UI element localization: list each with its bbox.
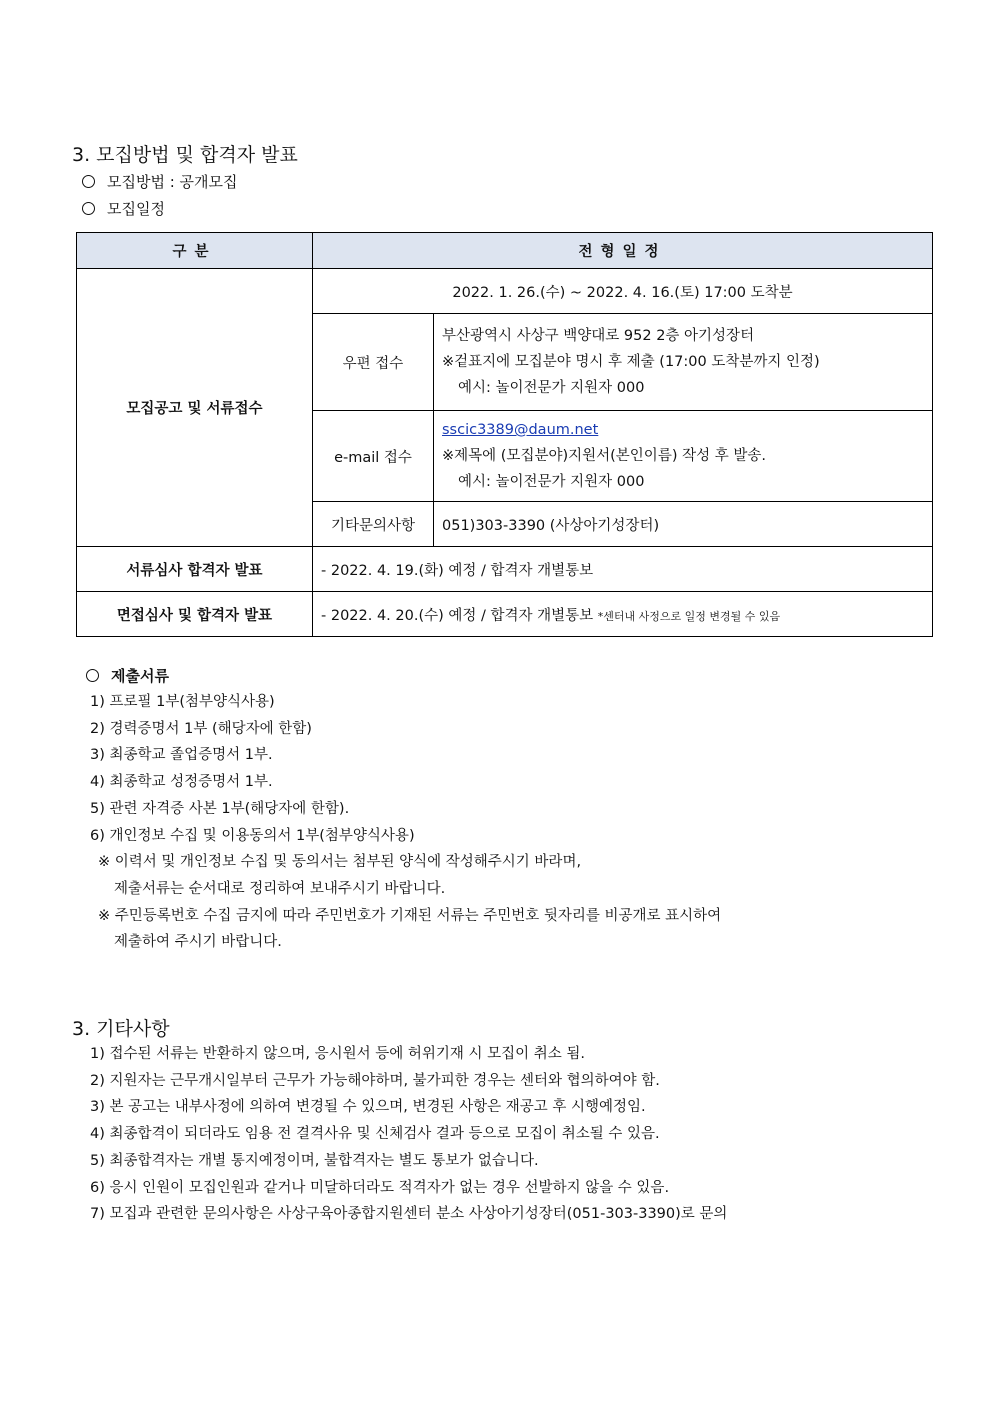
list-item: 5) 관련 자격증 사본 1부(해당자에 한함). — [90, 800, 350, 817]
list-item: 4) 최종합격이 되더라도 임용 전 결격사유 및 신체검사 결과 등으로 모집이 취소될 수 있음. — [90, 1126, 660, 1143]
list-item: 3) 본 공고는 내부사정에 의하여 변경될 수 있으며, 변경된 사항은 재공고 후 시행예정임. — [90, 1099, 646, 1116]
mail-details — [434, 314, 933, 411]
email-link[interactable]: sscic3389@daum.net — [442, 422, 599, 438]
table-row — [77, 547, 933, 592]
application-period: 2022. 1. 26.(수) ~ 2022. 4. 16.(토) 17:00 도착분 — [313, 269, 933, 314]
table-row — [77, 592, 933, 637]
list-item: 6) 개인정보 수집 및 이용동의서 1부(첨부양식사용) — [90, 827, 415, 844]
list-item: 2) 지원자는 근무개시일부터 근무가 가능해야하며, 불가피한 경우는 센터와 협의하여야 함. — [90, 1072, 660, 1089]
note-line: 제출하여 주시기 바랍니다. — [114, 934, 282, 951]
email-note: ※제목에 (모집분야)지원서(본인이름) 작성 후 발송. — [442, 448, 766, 464]
email-example: 예시: 놀이전문가 지원자 000 — [458, 474, 645, 490]
documents-title: 제출서류 — [111, 667, 169, 685]
circle-bullet-icon — [82, 202, 95, 215]
table-row — [77, 269, 933, 314]
section-heading-etc: 3. 기타사항 — [72, 1018, 170, 1040]
documents-title-bullet — [86, 665, 169, 686]
note-line: 제출서류는 순서대로 정리하여 보내주시기 바랍니다. — [114, 880, 446, 897]
list-item: 5) 최종합격자는 개별 통지예정이며, 불합격자는 별도 통보가 없습니다. — [90, 1152, 539, 1169]
documents-list — [90, 689, 721, 956]
mail-note: ※겉표지에 모집분야 명시 후 제출 (17:00 도착분까지 인정) — [442, 354, 820, 370]
etc-list — [90, 1041, 727, 1228]
row-label-doc-result: 서류심사 합격자 발표 — [77, 547, 313, 592]
interview-result-value: - 2022. 4. 20.(수) 예정 / 합격자 개별통보 — [321, 607, 594, 624]
schedule-bullet — [82, 198, 165, 219]
doc-result-value: - 2022. 4. 19.(화) 예정 / 합격자 개별통보 — [313, 547, 933, 592]
mail-address: 부산광역시 사상구 백양대로 952 2층 아기성장터 — [442, 328, 755, 344]
etc-value: 051)303-3390 (사상아기성장터) — [434, 502, 933, 547]
schedule-table — [76, 232, 933, 637]
header-schedule: 전형일정 — [313, 233, 933, 269]
row-label-interview-result: 면접심사 및 합격자 발표 — [77, 592, 313, 637]
header-category: 구분 — [77, 233, 313, 269]
mail-label: 우편 접수 — [313, 314, 434, 411]
list-item: 7) 모집과 관련한 문의사항은 사상구육아종합지원센터 분소 사상아기성장터(051-303-3390)로 문의 — [90, 1206, 728, 1223]
list-item: 1) 접수된 서류는 반환하지 않으며, 응시원서 등에 허위기재 시 모집이 취소 됨. — [90, 1046, 586, 1062]
list-item: 2) 경력증명서 1부 (해당자에 한함) — [90, 720, 312, 737]
section-heading-recruit: 3. 모집방법 및 합격자 발표 — [72, 144, 298, 166]
mail-example: 예시: 놀이전문가 지원자 000 — [458, 380, 645, 396]
etc-label: 기타문의사항 — [313, 502, 434, 547]
note-line: ※ 이력서 및 개인정보 수집 및 동의서는 첨부된 양식에 작성해주시기 바라며, — [98, 854, 582, 871]
row-label-application: 모집공고 및 서류접수 — [77, 269, 313, 547]
method-text: 모집방법 : 공개모집 — [107, 173, 238, 191]
email-label: e-mail 접수 — [313, 411, 434, 502]
circle-bullet-icon — [82, 175, 95, 188]
interview-result-cell — [313, 592, 933, 637]
method-bullet — [82, 171, 238, 192]
circle-bullet-icon — [86, 669, 99, 682]
list-item: 6) 응시 인원이 모집인원과 같거나 미달하더라도 적격자가 없는 경우 선발하지 않을 수 있음. — [90, 1179, 670, 1196]
table-header-row — [77, 233, 933, 269]
schedule-label: 모집일정 — [107, 200, 165, 218]
note-line: ※ 주민등록번호 수집 금지에 따라 주민번호가 기재된 서류는 주민번호 뒷자리를 비공개로 표시하여 — [98, 907, 722, 924]
list-item: 3) 최종학교 졸업증명서 1부. — [90, 747, 273, 764]
email-details — [434, 411, 933, 502]
list-item: 1) 프로필 1부(첨부양식사용) — [90, 694, 275, 710]
interview-result-note: *센터내 사정으로 일정 변경될 수 있음 — [597, 609, 781, 623]
list-item: 4) 최종학교 성정증명서 1부. — [90, 774, 273, 791]
